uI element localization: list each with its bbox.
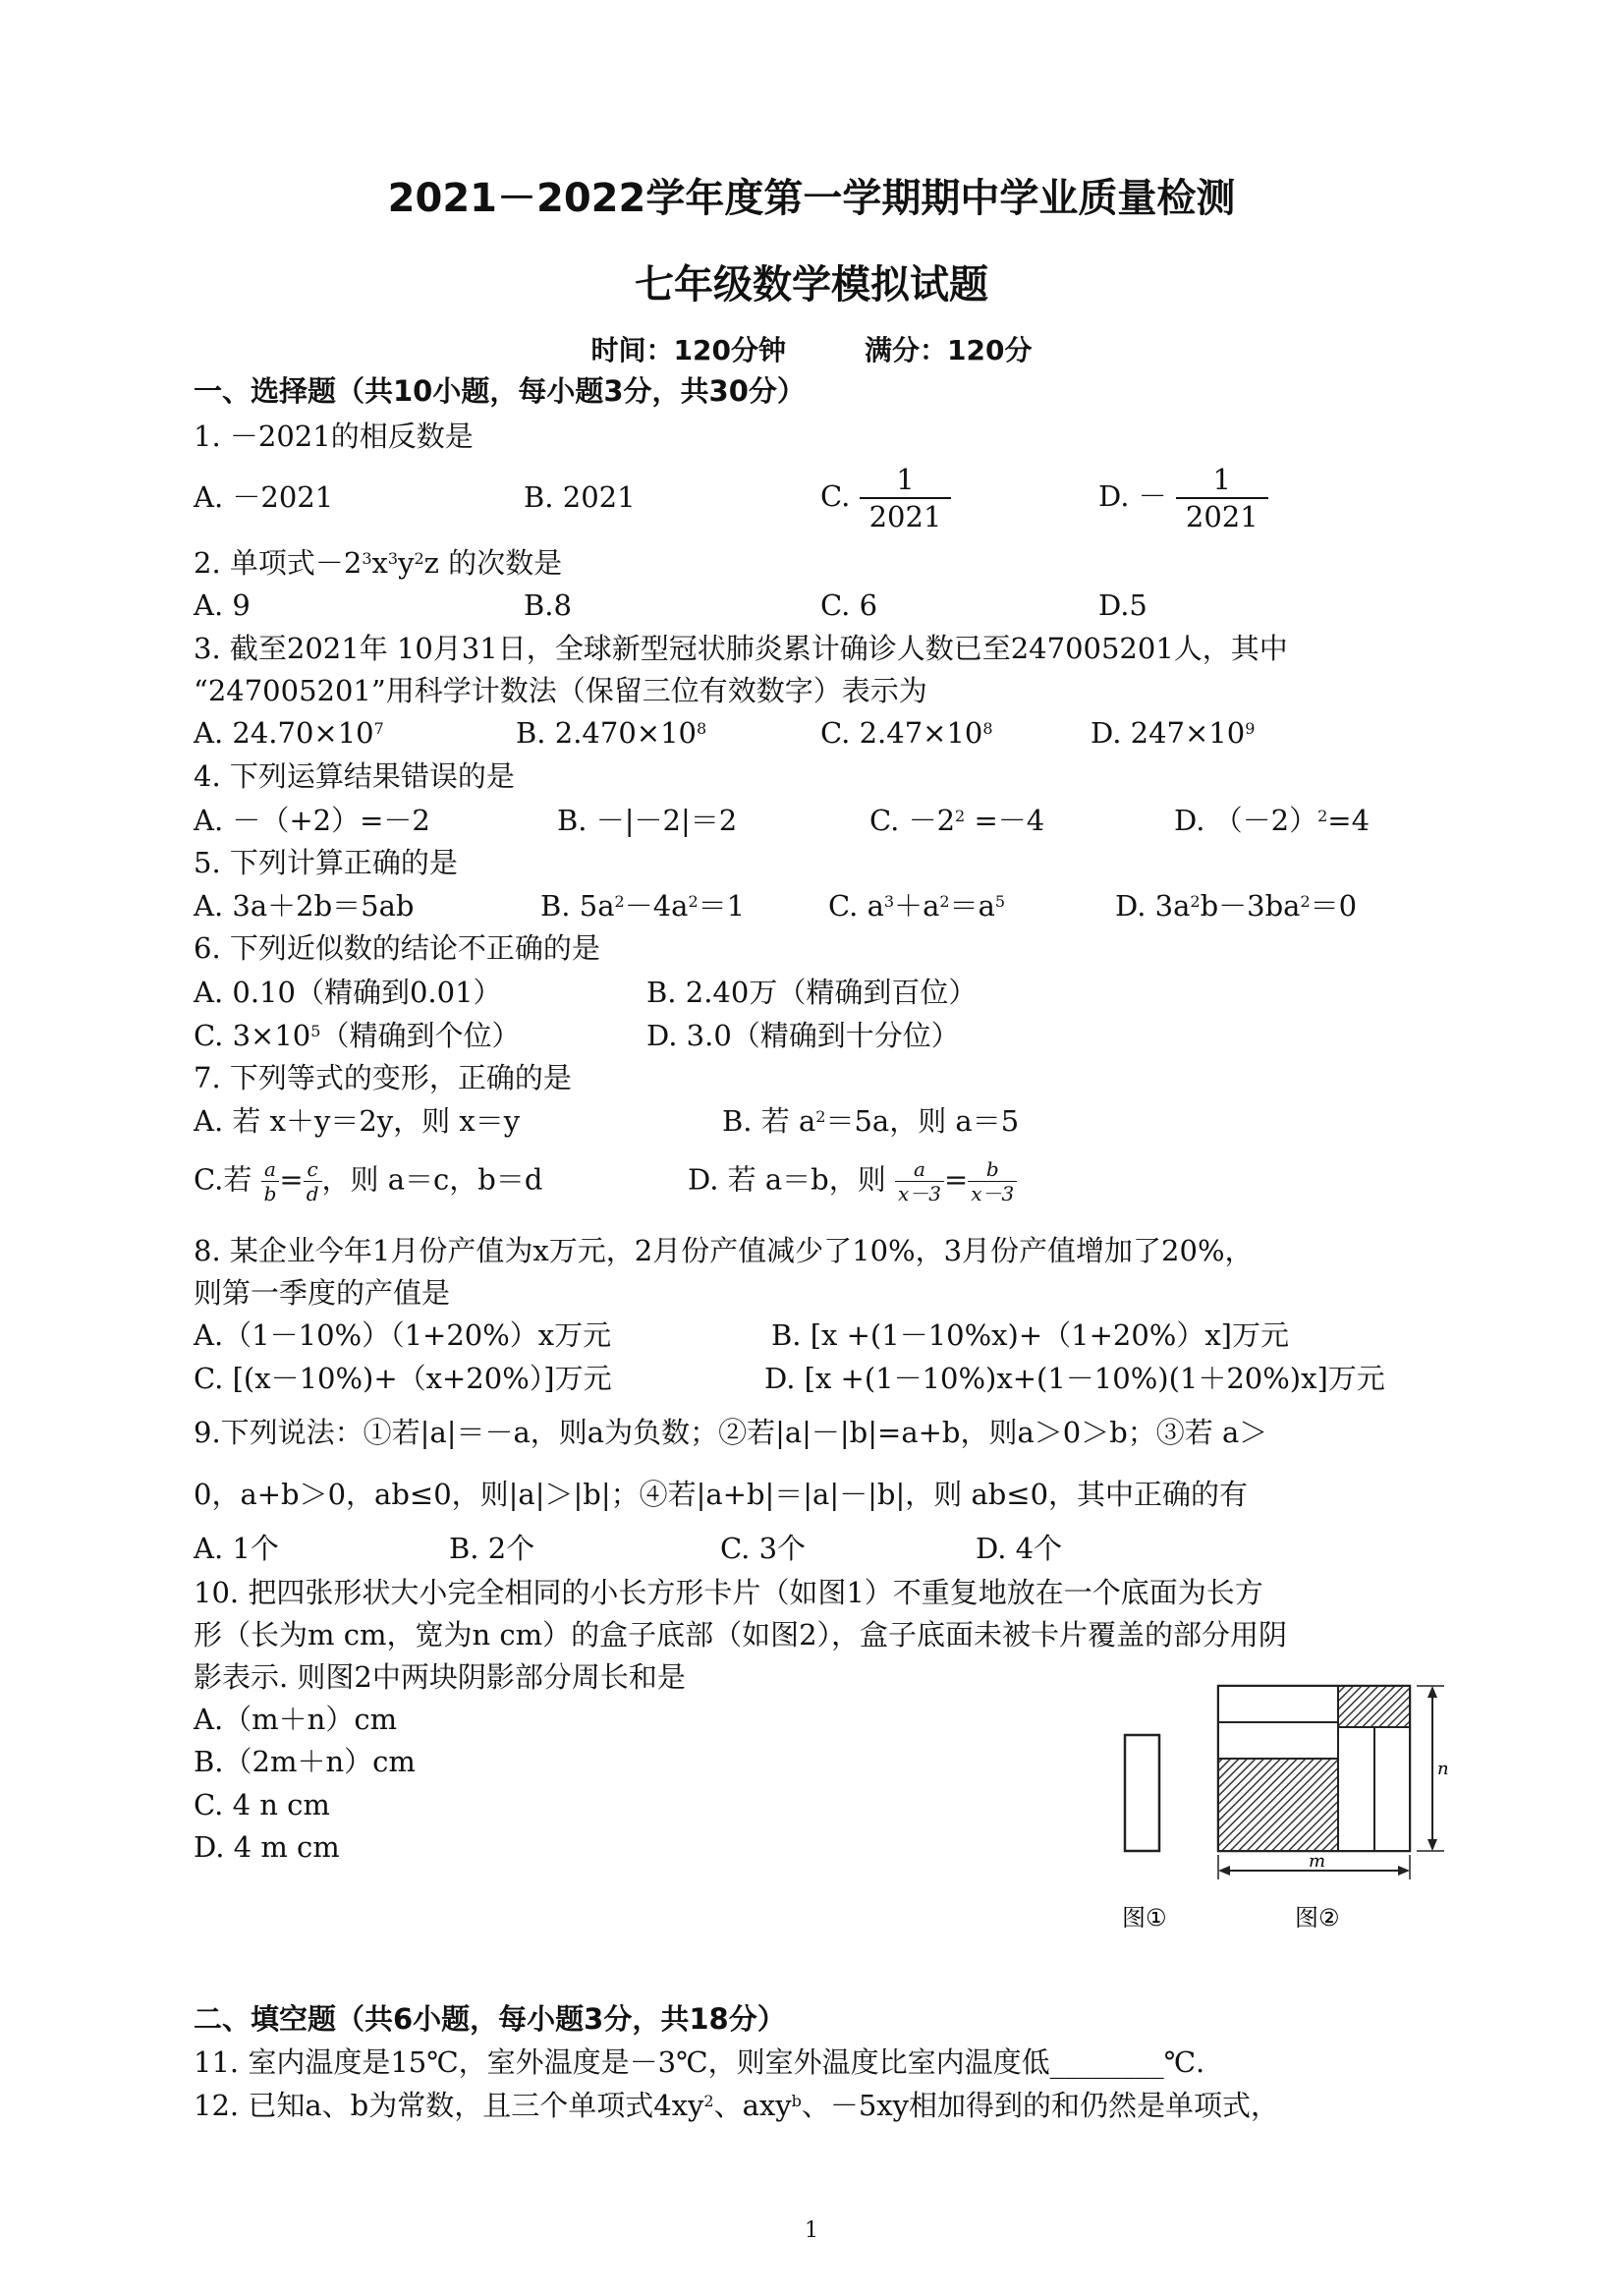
fig2-shade-bottom [1218,1759,1338,1851]
q4-option-c-post: =－4 [965,804,1045,837]
q4-option-d [1174,803,1370,838]
fraction-numerator: a [895,1157,944,1182]
q8-line1: 8. 某企业今年1月份产值为x万元，2月份产值减少了10%，3月份产值增加了20%， [194,1234,1254,1267]
q10-line1: 10. 把四张形状大小完全相同的小长方形卡片（如图1）不重复地放在一个底面为长方 [194,1576,1263,1609]
q8-line2: 则第一季度的产值是 [194,1276,451,1310]
fig2-n-label: n [1437,1759,1449,1779]
q6-option-d: D. 3.0（精确到十分位） [646,1019,960,1052]
q10-option-c: C. 4 n cm [194,1788,330,1821]
fraction-numerator: a [261,1157,280,1182]
fraction-numerator: b [968,1157,1017,1182]
q6-stem: 6. 下列近似数的结论不正确的是 [194,931,600,965]
fig1-label: 图① [1122,1904,1167,1932]
q9-line2: 0，a+b＞0，ab≤0，则|a|＞|b|；④若|a+b|＝|a|－|b|，则 ab≤0，其中正确的有 [194,1478,1249,1511]
q7-option-c: C.若 $\frac{a}{b}$ = $\frac{c}{d}$ ，则 a＝c，b＝d [194,1157,543,1205]
q5-b-pre: B. 5a [540,889,615,923]
q5-option-c [828,888,1005,924]
exponent: 5 [310,1022,321,1040]
q7-c-pre: C.若 [194,1162,252,1197]
exponent: 7 [373,719,384,738]
q7-c-post: ，则 a＝c，b＝d [321,1162,543,1197]
exponent: 3 [883,892,895,911]
fraction-numerator: 1 [860,462,952,499]
q7-b-post: ＝5a，则 a＝5 [825,1104,1020,1138]
q10-option-d: D. 4 m cm [194,1830,340,1864]
fraction-numerator: c [304,1157,322,1182]
q9-option-b: B. 2个 [449,1532,535,1565]
q3-option-b [516,715,706,751]
q2-option-b: B.8 [524,588,572,622]
q2-stem-post: z 的次数是 [423,546,563,580]
q6-option-a: A. 0.10（精确到0.01） [194,976,502,1009]
q4-option-c-pre: C. －2 [869,804,956,837]
arrow-down-icon [1427,1839,1437,1851]
q6-option-c [194,1018,520,1053]
exponent: 5 [994,892,1006,911]
q9-line1: 9.下列说法：①若|a|＝－a，则a为负数；②若|a|－|b|=a+b，则a＞0＞b；③若 a＞ [194,1416,1268,1449]
q5-option-b [540,888,745,924]
exam-score: 满分：120分 [865,334,1033,366]
q2-var-x: x [371,546,388,580]
q5-option-a: A. 3a＋2b＝5ab [194,889,415,923]
q8-option-b: B. [x +(1－10%x)+（1+20%）x]万元 [771,1318,1289,1352]
fraction-denominator: x－3 [971,1182,1015,1205]
q7-c-fraction-1 [261,1157,280,1205]
q12-pre: 12. 已知a、b为常数，且三个单项式4xy [194,2089,704,2122]
fraction-numerator: 1 [1176,462,1268,499]
fraction-denominator: 2021 [1185,500,1259,533]
q2-stem-pre: 2. 单项式－2 [194,546,363,580]
q6-c-pre: C. 3×10 [194,1019,311,1052]
exponent: 2 [614,892,625,911]
exponent: 8 [982,719,993,738]
q4-option-d-pre: D. （－2） [1174,804,1318,837]
q1-stem: 1. －2021的相反数是 [194,420,474,453]
arrow-up-icon [1427,1686,1437,1698]
q8-option-c: C. [(x－10%)+（x+20%）]万元 [194,1362,612,1395]
q7-option-d: D. 若 a＝b，则 $\frac{a}{x-3}$ = $\frac{b}{x-3}$ [688,1157,1017,1205]
q7-option-b [722,1103,1019,1139]
exam-time: 时间：120分钟 [590,334,786,366]
q1-option-d-fraction [1176,462,1268,534]
fig2-m-label: m [1309,1851,1326,1872]
q2-option-d: D.5 [1098,588,1147,622]
arrow-right-icon [1398,1866,1410,1876]
fig2-card-vertical-2 [1374,1727,1410,1851]
fraction-denominator: d [306,1182,319,1205]
fig2-card-vertical-1 [1338,1727,1374,1851]
exponent: 2 [815,1107,826,1126]
q12-text [194,2088,1279,2123]
q5-stem: 5. 下列计算正确的是 [194,846,458,879]
q4-stem: 4. 下列运算结果错误的是 [194,759,515,793]
exponent: 2 [955,807,966,825]
q7-stem: 7. 下列等式的变形，正确的是 [194,1061,572,1094]
fraction-denominator: x－3 [897,1182,941,1205]
q3-option-b-text: B. 2.470×10 [516,716,697,750]
fraction-denominator: b [263,1182,277,1205]
exponent: 2 [414,549,424,568]
exponent: 2 [688,892,699,911]
exponent: 2 [1317,807,1328,825]
q10-option-b: B.（2m＋n）cm [194,1745,416,1778]
exponent: 2 [1190,892,1201,911]
q8-option-d: D. [x +(1－10%)x+(1－10%)(1＋20%)x]万元 [764,1362,1385,1395]
q1-option-a: A. －2021 [194,480,334,514]
q5-d-post: ＝0 [1310,889,1358,923]
exponent: 2 [1300,892,1311,911]
q4-option-d-post: =4 [1327,804,1371,837]
q3-option-c [820,715,993,751]
q3-option-c-text: C. 2.47×10 [820,716,983,750]
q5-c-pre: C. a [828,889,884,923]
q3-option-a [194,715,384,751]
fig2-shade-top [1338,1686,1410,1727]
q5-c-mid2: ＝a [949,889,995,923]
fraction-denominator: 2021 [868,500,942,533]
q12-post: 、－5xy相加得到的和仍然是单项式， [801,2089,1280,2122]
q5-option-d [1115,888,1357,924]
q11-text: 11. 室内温度是15℃，室外温度是－3℃，则室外温度比室内温度低________℃. [194,2045,1205,2079]
q6-c-post: （精确到个位） [320,1019,521,1052]
q9-option-c: C. 3个 [720,1532,807,1565]
section2-heading: 二、填空题（共6小题，每小题3分，共18分） [194,2002,786,2036]
q5-c-mid: ＋a [894,889,940,923]
q10-option-a: A.（m＋n）cm [194,1703,398,1736]
q5-d-pre: D. 3a [1115,889,1191,923]
q4-option-c [869,803,1044,838]
q1-option-d [1098,462,1268,534]
exam-title: 2021－2022学年度第一学期期中学业质量检测 [387,176,1236,221]
q4-option-b: B. －|－2|＝2 [557,804,738,837]
q2-stem [194,545,562,581]
q7-c-fraction-2 [304,1157,322,1205]
q9-option-a: A. 1个 [194,1532,279,1565]
fig1-card [1125,1735,1159,1851]
q1-option-b: B. 2021 [524,480,636,514]
q3-option-d [1091,715,1255,751]
q10-figure [1110,1678,1454,1943]
q7-option-a: A. 若 x＋y＝2y，则 x＝y [194,1104,521,1138]
q4-option-a: A. －（+2）=－2 [194,804,430,837]
q1-option-d-label: D. － [1098,479,1167,513]
q6-option-b: B. 2.40万（精确到百位） [646,976,978,1009]
q3-line2: “247005201”用科学计数法（保留三位有效数字）表示为 [194,674,927,707]
q1-option-c-fraction [860,462,952,534]
q2-option-c: C. 6 [820,588,878,622]
q2-option-a: A. 9 [194,588,251,622]
q7-d-pre: D. 若 a＝b，则 [688,1162,886,1197]
q10-line2: 形（长为m cm，宽为n cm）的盒子底部（如图2），盒子底面未被卡片覆盖的部分用阴 [194,1618,1288,1652]
q7-d-fraction-1 [895,1157,944,1205]
exponent: 9 [1245,719,1256,738]
q12-mid: 、axy [713,2089,792,2122]
q9-option-d: D. 4个 [976,1532,1063,1565]
q1-option-c [820,462,951,534]
exponent: 2 [703,2092,714,2110]
q3-line1: 3. 截至2021年 10月31日，全球新型冠状肺炎累计确诊人数已至247005201人，其中 [194,632,1288,665]
fig2-label: 图② [1295,1904,1340,1932]
q10-figure-svg [1110,1678,1454,1943]
exponent: b [791,2092,802,2110]
q10-line3: 影表示. 则图2中两块阴影部分周长和是 [194,1660,686,1694]
page-number: 1 [805,2218,818,2243]
exponent: 2 [939,892,950,911]
q7-d-fraction-2 [968,1157,1017,1205]
q5-b-post: ＝1 [698,889,746,923]
q1-option-c-label: C. [820,479,851,513]
exponent: 3 [387,549,399,568]
section1-heading: 一、选择题（共10小题，每小题3分，共30分） [194,374,806,408]
q5-d-mid: b－3ba [1200,889,1301,923]
arrow-left-icon [1218,1866,1230,1876]
q2-var-y: y [398,546,415,580]
q8-option-a: A.（1－10%）（1+20%）x万元 [194,1318,612,1352]
q3-option-d-text: D. 247×10 [1091,716,1246,750]
exponent: 8 [696,719,707,738]
exponent: 3 [362,549,372,568]
q7-b-pre: B. 若 a [722,1104,816,1138]
q5-b-mid: －4a [624,889,689,923]
fig2-card-horizontal-1 [1218,1686,1338,1722]
fig2-card-horizontal-2 [1218,1722,1338,1759]
exam-subtitle: 七年级数学模拟试题 [635,262,988,308]
q3-option-a-text: A. 24.70×10 [194,716,374,750]
exam-meta [0,329,1623,368]
